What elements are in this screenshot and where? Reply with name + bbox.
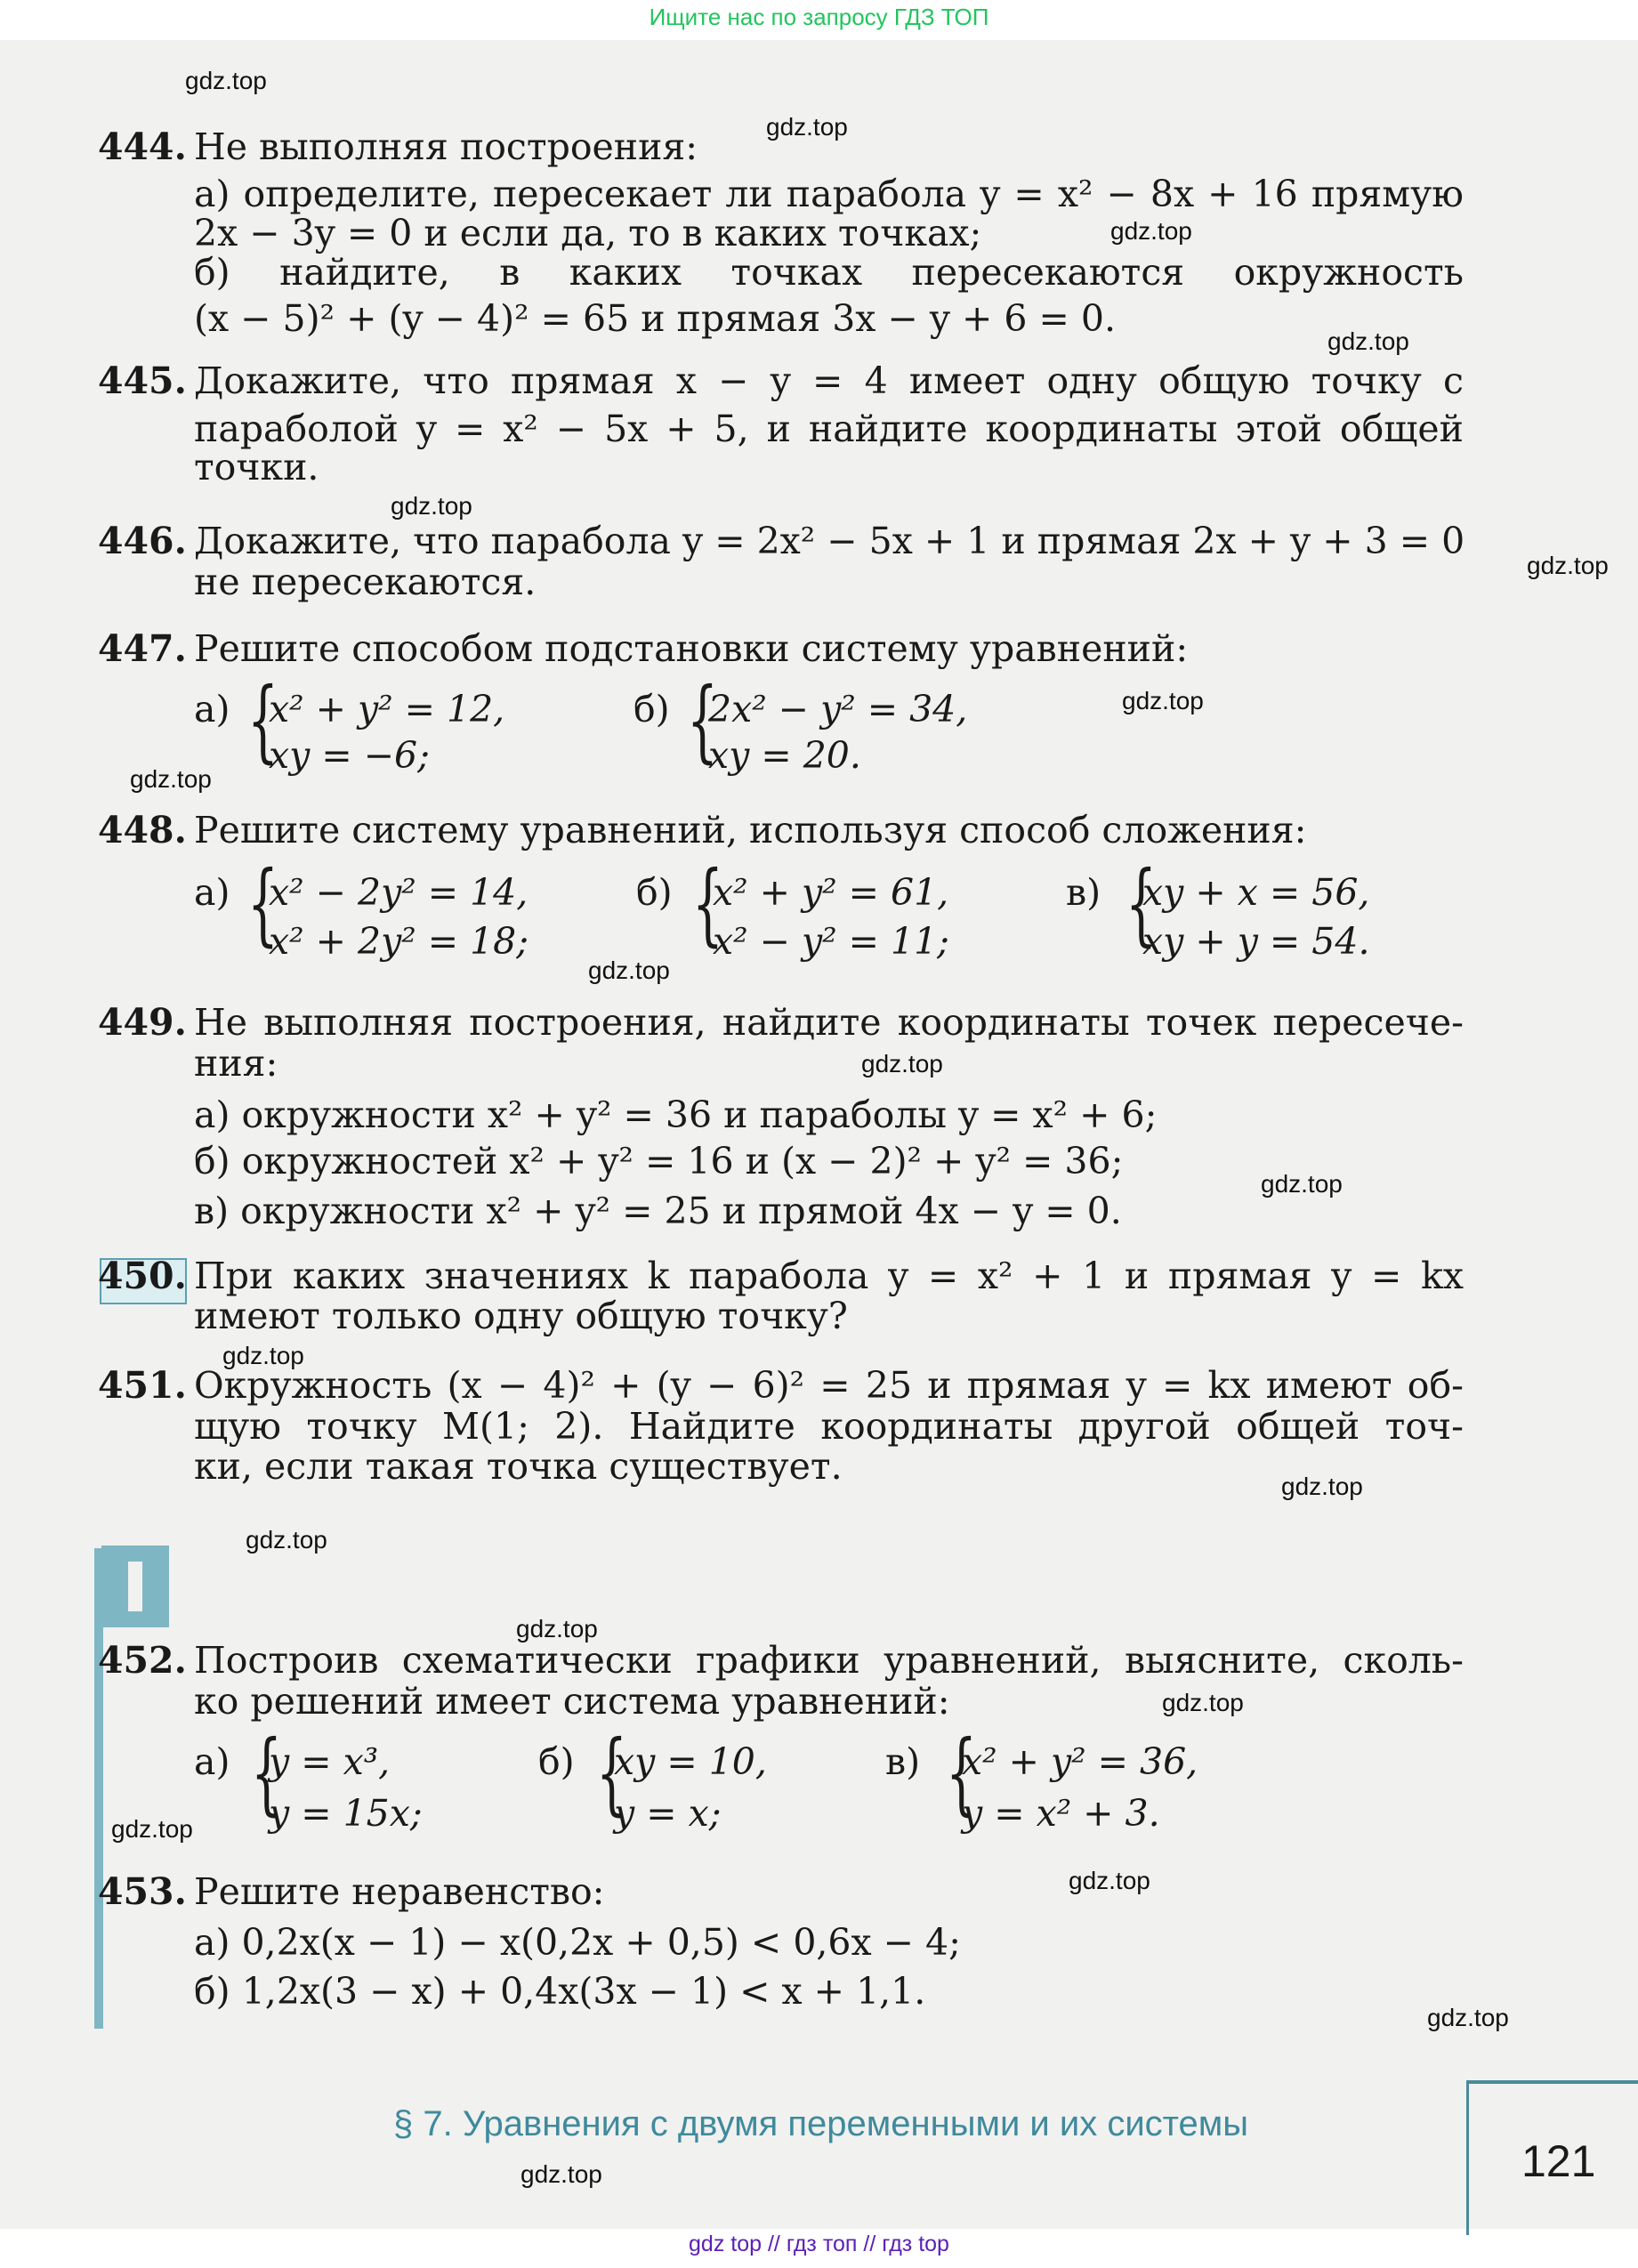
problem-text: Решите неравенство:	[194, 1870, 605, 1913]
section-title: § 7. Уравнения с двумя переменными и их системы	[393, 2104, 1249, 2143]
equation: y = x² + 3.	[962, 1792, 1160, 1835]
problem-text: 2x − 3y = 0 и если да, то в каких точках;	[194, 212, 982, 254]
watermark: gdz.top	[111, 1815, 193, 1843]
option-label: б)	[633, 688, 670, 730]
watermark: gdz.top	[861, 1050, 943, 1078]
search-banner[interactable]: Ищите нас по запросу ГДЗ ТОП	[649, 4, 989, 30]
problem-text: точки.	[194, 446, 319, 488]
equation: x² + y² = 36,	[962, 1740, 1198, 1783]
problem-text: ко решений имеет система уравнений:	[194, 1680, 950, 1723]
problem-number: 446.	[98, 520, 187, 562]
problem-text: Не выполняя построения:	[194, 125, 698, 168]
equation: x² + 2y² = 18;	[269, 920, 529, 963]
system-brace: {	[251, 1721, 282, 1825]
equation: xy + y = 54.	[1142, 920, 1370, 963]
equation: y = x³,	[269, 1740, 391, 1783]
system-brace: {	[692, 852, 723, 956]
problem-text: в) окружности x² + y² = 25 и прямой 4x − y = 0.	[194, 1190, 1122, 1232]
problem-text: Решите систему уравнений, используя способ сложения:	[194, 809, 1307, 852]
problem-text: Не выполняя построения, найдите координаты точек пересече-	[194, 1001, 1464, 1044]
system-brace: {	[687, 668, 718, 772]
problem-number: 447.	[98, 627, 187, 670]
system-brace: {	[247, 668, 278, 772]
watermark: gdz.top	[185, 67, 267, 94]
watermark: gdz.top	[130, 765, 212, 793]
problem-text: щую точку M(1; 2). Найдите координаты другой общей точ-	[194, 1405, 1464, 1448]
equation: x² − 2y² = 14,	[269, 871, 529, 914]
watermark: gdz.top	[1110, 217, 1192, 245]
equation: 2x² − y² = 34,	[708, 688, 968, 730]
equation: x² + y² = 61,	[713, 871, 949, 914]
watermark: gdz.top	[588, 956, 670, 984]
problem-text: ния:	[194, 1042, 278, 1085]
watermark: gdz.top	[1527, 552, 1609, 579]
problem-text: Докажите, что прямая x − y = 4 имеет одну общую точку с	[194, 359, 1464, 402]
problem-text: Решите способом подстановки систему уравнений:	[194, 627, 1189, 670]
problem-text: Окружность (x − 4)² + (y − 6)² = 25 и прямая y = kx имеют об-	[194, 1364, 1464, 1407]
problem-number: 452.	[98, 1639, 187, 1682]
problem-number: 448.	[98, 809, 187, 852]
watermark: gdz.top	[391, 492, 472, 520]
option-label: в)	[885, 1740, 921, 1783]
problem-text: ки, если такая точка существует.	[194, 1445, 843, 1488]
watermark: gdz.top	[1122, 687, 1204, 714]
option-label: в)	[1066, 871, 1101, 914]
equation: y = 15x;	[269, 1792, 423, 1835]
equation: xy + x = 56,	[1142, 871, 1370, 914]
watermark: gdz.top	[1261, 1170, 1343, 1198]
watermark: gdz.top	[766, 113, 848, 141]
option-label: а)	[194, 688, 230, 730]
system-brace: {	[1126, 852, 1157, 956]
watermark: gdz.top	[246, 1526, 327, 1554]
option-label: а)	[194, 871, 230, 914]
problem-number: 453.	[98, 1870, 187, 1913]
equation: x² + y² = 12,	[269, 688, 505, 730]
problem-text: (x − 5)² + (y − 4)² = 65 и прямая 3x − y + 6 = 0.	[194, 297, 1117, 340]
watermark: gdz.top	[516, 1615, 598, 1642]
equation: xy = −6;	[269, 734, 430, 777]
watermark: gdz.top	[222, 1342, 304, 1369]
system-brace: {	[247, 852, 278, 956]
option-label: а)	[194, 1740, 230, 1783]
footer-links[interactable]: gdz top // гдз топ // гдз top	[689, 2232, 949, 2256]
watermark: gdz.top	[1162, 1689, 1244, 1716]
watermark: gdz.top	[1327, 327, 1409, 355]
watermark: gdz.top	[1281, 1473, 1363, 1500]
problem-text: а) определите, пересекает ли парабола y = x² − 8x + 16 прямую	[194, 173, 1464, 215]
problem-number: 445.	[98, 359, 187, 402]
problem-text: параболой y = x² − 5x + 5, и найдите координаты этой общей	[194, 408, 1464, 450]
problem-text: б) 1,2x(3 − x) + 0,4x(3x − 1) < x + 1,1.	[194, 1970, 926, 2013]
system-brace: {	[596, 1721, 627, 1825]
page-number: 121	[1521, 2136, 1596, 2186]
option-label: б)	[636, 871, 673, 914]
problem-number: 444.	[98, 125, 187, 168]
problem-text: При каких значениях k парабола y = x² + 1 и прямая y = kx	[194, 1255, 1464, 1297]
equation: xy = 20.	[708, 734, 861, 777]
equation: x² − y² = 11;	[713, 920, 949, 963]
difficulty-level-icon	[101, 1546, 169, 1627]
problem-text: б) найдите, в каких точках пересекаются окружность	[194, 251, 1464, 294]
problem-text: б) окружностей x² + y² = 16 и (x − 2)² + y² = 36;	[194, 1140, 1124, 1182]
system-brace: {	[946, 1721, 977, 1825]
problem-text: а) 0,2x(x − 1) − x(0,2x + 0,5) < 0,6x − 4;	[194, 1921, 961, 1964]
watermark: gdz.top	[1069, 1867, 1150, 1894]
problem-number: 451.	[98, 1364, 187, 1407]
equation: xy = 10,	[614, 1740, 767, 1783]
problem-number: 449.	[98, 1001, 187, 1044]
problem-text: имеют только одну общую точку?	[194, 1295, 848, 1337]
watermark: gdz.top	[1427, 2004, 1509, 2031]
watermark: gdz.top	[520, 2160, 602, 2188]
problem-text: Докажите, что парабола y = 2x² − 5x + 1 и прямая 2x + y + 3 = 0	[194, 520, 1465, 562]
equation: y = x;	[614, 1792, 722, 1835]
option-label: б)	[538, 1740, 575, 1783]
problem-number: 450.	[98, 1255, 187, 1297]
problem-text: а) окружности x² + y² = 36 и параболы y = x² + 6;	[194, 1094, 1158, 1136]
problem-text: не пересекаются.	[194, 561, 537, 603]
problem-text: Построив схематически графики уравнений, выясните, сколь-	[194, 1639, 1464, 1682]
